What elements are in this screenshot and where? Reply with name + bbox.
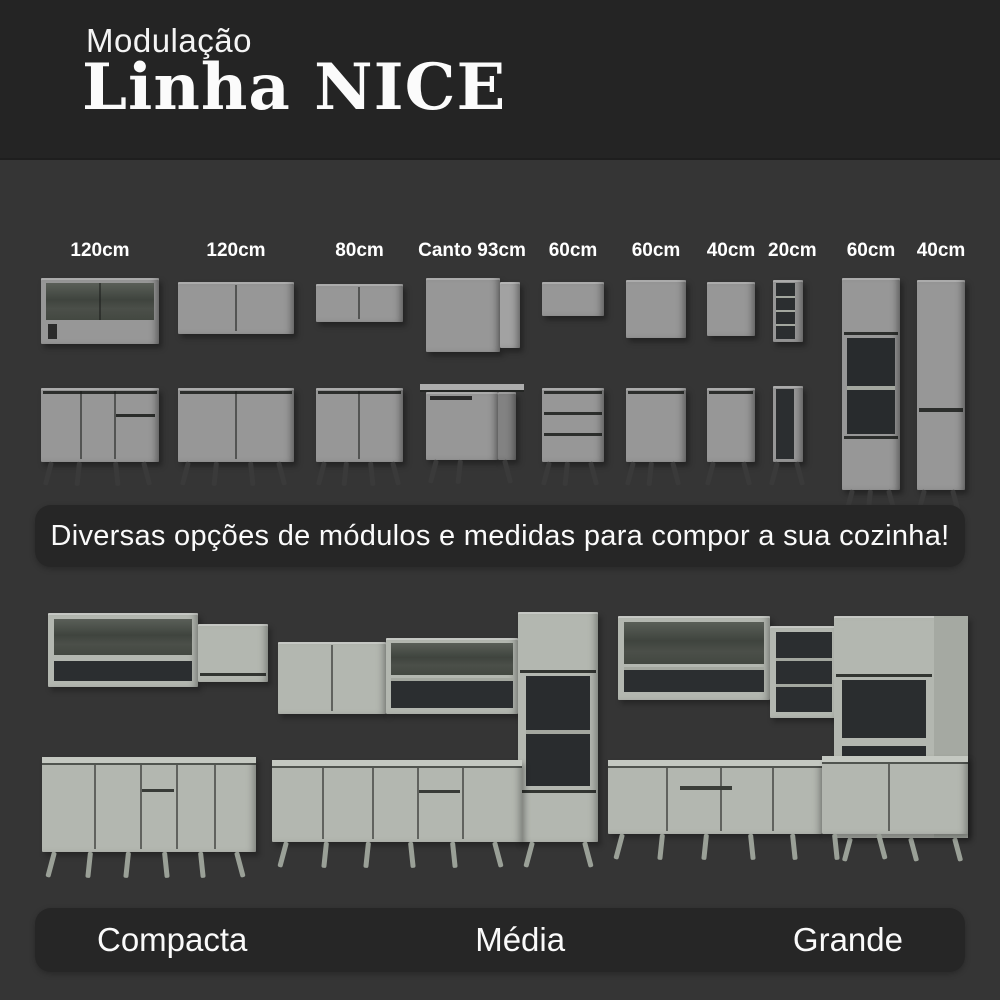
door-gap: [844, 436, 898, 439]
open-shelf: [391, 681, 513, 708]
base-counter-right: [822, 756, 968, 834]
door-seam: [331, 645, 333, 711]
cabinet-leg: [368, 462, 375, 486]
module-canto-93cm: [418, 240, 526, 505]
cabinet-leg: [342, 462, 349, 486]
cabinet-leg: [85, 852, 93, 878]
door-seam: [214, 765, 216, 849]
header-kicker: Modulação: [86, 22, 252, 59]
drawer-gap: [544, 412, 602, 415]
module-size-label: 120cm: [70, 240, 130, 261]
open-niche: [842, 680, 926, 738]
wall-cabinet: [542, 282, 604, 316]
corner-wall-cabinet: [426, 278, 500, 352]
cabinet-leg: [113, 462, 120, 486]
drawer-seam: [116, 414, 155, 417]
cabinet-leg: [769, 461, 780, 485]
module-40cm: [703, 240, 759, 505]
door-handle: [680, 786, 732, 790]
tower-cabinet: [518, 612, 598, 842]
cabinet-leg: [276, 461, 287, 485]
shelf: [391, 678, 513, 681]
module-size-label: 60cm: [548, 240, 598, 261]
module-size-label: 60cm: [846, 240, 896, 261]
shelf: [776, 324, 795, 326]
wall-cabinet: [178, 282, 294, 334]
shelf: [776, 310, 795, 312]
base-cabinet: [707, 388, 755, 462]
drawer-seam: [419, 790, 460, 793]
niche-shelf: [847, 386, 895, 390]
module-size-label: 60cm: [631, 240, 681, 261]
wall-cabinet-glass: [48, 613, 198, 687]
cabinet-leg: [180, 461, 191, 485]
base-cabinet: [626, 388, 686, 462]
door-seam: [80, 391, 82, 459]
door-seam: [417, 768, 419, 839]
door-seam: [372, 768, 374, 839]
kitchen-label-media: Média: [475, 921, 566, 958]
cabinet-leg: [842, 837, 853, 861]
module-size-label: 40cm: [706, 240, 756, 261]
open-shelf-base-unit: [773, 386, 803, 462]
kitchen-label-grande: Grande: [792, 921, 903, 958]
tall-cabinet: [917, 280, 965, 490]
cabinet-leg: [43, 461, 54, 485]
drawer-base-cabinet: [542, 388, 604, 462]
cabinet-leg: [657, 834, 665, 860]
options-banner: [35, 505, 965, 567]
cabinet-leg: [390, 461, 401, 485]
countertop: [42, 757, 256, 763]
door-gap: [628, 391, 684, 394]
door-seam: [358, 391, 360, 459]
cabinet-leg: [502, 459, 513, 483]
base-cabinet: [316, 388, 403, 462]
cabinet-leg: [908, 837, 919, 861]
page-title: Linha NICE: [82, 50, 507, 125]
glass-door: [54, 619, 192, 655]
corner-wall-side-panel: [500, 282, 520, 348]
kitchen-compacta: [30, 600, 270, 900]
door-gap: [919, 408, 963, 412]
cabinet-leg: [408, 842, 416, 868]
cabinet-leg: [741, 461, 752, 485]
cabinet-leg: [212, 462, 219, 486]
glass-band: [391, 643, 513, 675]
module-size-label: 120cm: [206, 240, 266, 261]
door-seam: [462, 768, 464, 839]
door-seam: [888, 764, 890, 831]
cabinet-leg: [456, 460, 463, 484]
cabinet-leg: [45, 851, 57, 877]
drawer-gap: [544, 433, 602, 436]
door-gap: [520, 670, 596, 673]
cabinet-leg: [141, 461, 152, 485]
cabinet-leg: [582, 841, 594, 867]
corner-open-shelves: [776, 632, 832, 712]
shelf-opening: [776, 389, 794, 459]
door-gap: [200, 673, 266, 676]
base-cabinet: [178, 388, 294, 462]
base-counter-left: [608, 760, 822, 834]
wall-cabinet: [198, 624, 268, 682]
door-seam: [99, 283, 101, 320]
cabinet-handle: [430, 396, 472, 400]
module-size-label: 40cm: [916, 240, 966, 261]
cabinet-leg: [952, 837, 963, 861]
shelf: [624, 667, 764, 670]
door-seam: [235, 285, 237, 331]
wall-shelf-cabinet: [618, 616, 770, 700]
wall-cabinet: [626, 280, 686, 338]
corner-base-side: [498, 392, 516, 460]
cabinet-leg: [613, 833, 625, 859]
module-120cm-glass: [35, 240, 165, 505]
door-seam: [176, 765, 178, 849]
door-seam: [114, 391, 116, 459]
door-seam: [666, 768, 668, 831]
door-seam: [720, 768, 722, 831]
kitchen-media: [272, 598, 607, 900]
open-shelf: [624, 670, 764, 692]
glass-band: [624, 622, 764, 664]
module-size-label: 20cm: [768, 240, 817, 261]
door-seam: [94, 765, 96, 849]
wall-cabinet: [316, 284, 403, 322]
door-seam: [322, 768, 324, 839]
niche-shelf: [526, 730, 590, 734]
base-cabinet: [41, 388, 159, 462]
cabinet-leg: [790, 834, 798, 860]
cabinet-leg: [647, 462, 654, 486]
door-gap: [844, 332, 898, 335]
tower-cabinet: [842, 278, 900, 490]
cabinet-leg: [492, 841, 504, 867]
cabinet-leg: [248, 462, 255, 486]
door-seam: [772, 768, 774, 831]
module-size-label: 80cm: [335, 240, 384, 261]
corner-base-cabinet: [426, 392, 498, 460]
door-gap: [520, 790, 596, 793]
module-80cm: [312, 240, 407, 505]
module-60cm: [622, 240, 690, 505]
cabinet-leg: [123, 852, 131, 878]
cabinet-leg: [277, 841, 289, 867]
cabinet-leg: [794, 461, 805, 485]
door-seam: [140, 765, 142, 849]
kitchen-grande: [608, 592, 993, 892]
cabinet-leg: [234, 851, 246, 877]
cabinet-leg: [541, 461, 552, 485]
cabinet-leg: [670, 461, 681, 485]
cabinet-leg: [701, 834, 709, 860]
base-counter: [272, 760, 522, 842]
module-size-label: Canto 93cm: [418, 240, 526, 261]
cabinet-leg: [523, 841, 535, 867]
door-gap: [709, 391, 753, 394]
shelf: [776, 296, 795, 298]
door-seam: [235, 391, 237, 459]
module-40cm-tall: [912, 240, 970, 505]
countertop: [272, 760, 522, 766]
options-banner-text: Diversas opções de módulos e medidas para compor a sua cozinha!: [50, 519, 950, 552]
cabinet-leg: [625, 461, 636, 485]
corner-countertop: [420, 384, 524, 390]
module-120cm: [172, 240, 300, 505]
kitchen-label-compacta: Compacta: [97, 921, 248, 958]
cabinet-leg: [321, 842, 329, 868]
open-shelf: [54, 661, 192, 681]
drawer-seam: [142, 789, 174, 792]
wall-shelf-cabinet: [386, 638, 518, 714]
base-counter: [42, 757, 256, 852]
module-60cm-tower: [838, 240, 904, 505]
cabinet-leg: [428, 459, 439, 483]
drawer-gap: [544, 391, 602, 394]
cabinet-leg: [316, 461, 327, 485]
cabinet-leg: [748, 834, 756, 860]
shelf: [776, 658, 832, 661]
door-seam: [358, 287, 360, 319]
cabinet-leg: [75, 462, 82, 486]
wall-cabinet: [707, 282, 755, 336]
cabinet-handle: [48, 324, 57, 339]
cabinet-leg: [705, 461, 716, 485]
countertop: [822, 756, 968, 762]
cabinet-leg: [162, 852, 170, 878]
module-20cm-shelf: [768, 240, 817, 505]
kitchen-sizes-banner: [35, 908, 965, 972]
door-gap: [836, 674, 932, 677]
cabinet-leg: [588, 461, 599, 485]
header-band: [0, 0, 1000, 160]
cabinet-leg: [363, 842, 371, 868]
door-gap: [43, 391, 157, 394]
wall-cabinet: [278, 642, 386, 714]
cabinet-leg: [450, 842, 458, 868]
open-shelf-wall-unit: [773, 280, 803, 342]
cabinet-leg: [198, 852, 206, 878]
wall-cabinet-glass: [41, 278, 159, 344]
cabinet-leg: [563, 462, 570, 486]
module-60cm-drawers: [538, 240, 608, 505]
shelf: [776, 684, 832, 687]
countertop: [608, 760, 822, 766]
